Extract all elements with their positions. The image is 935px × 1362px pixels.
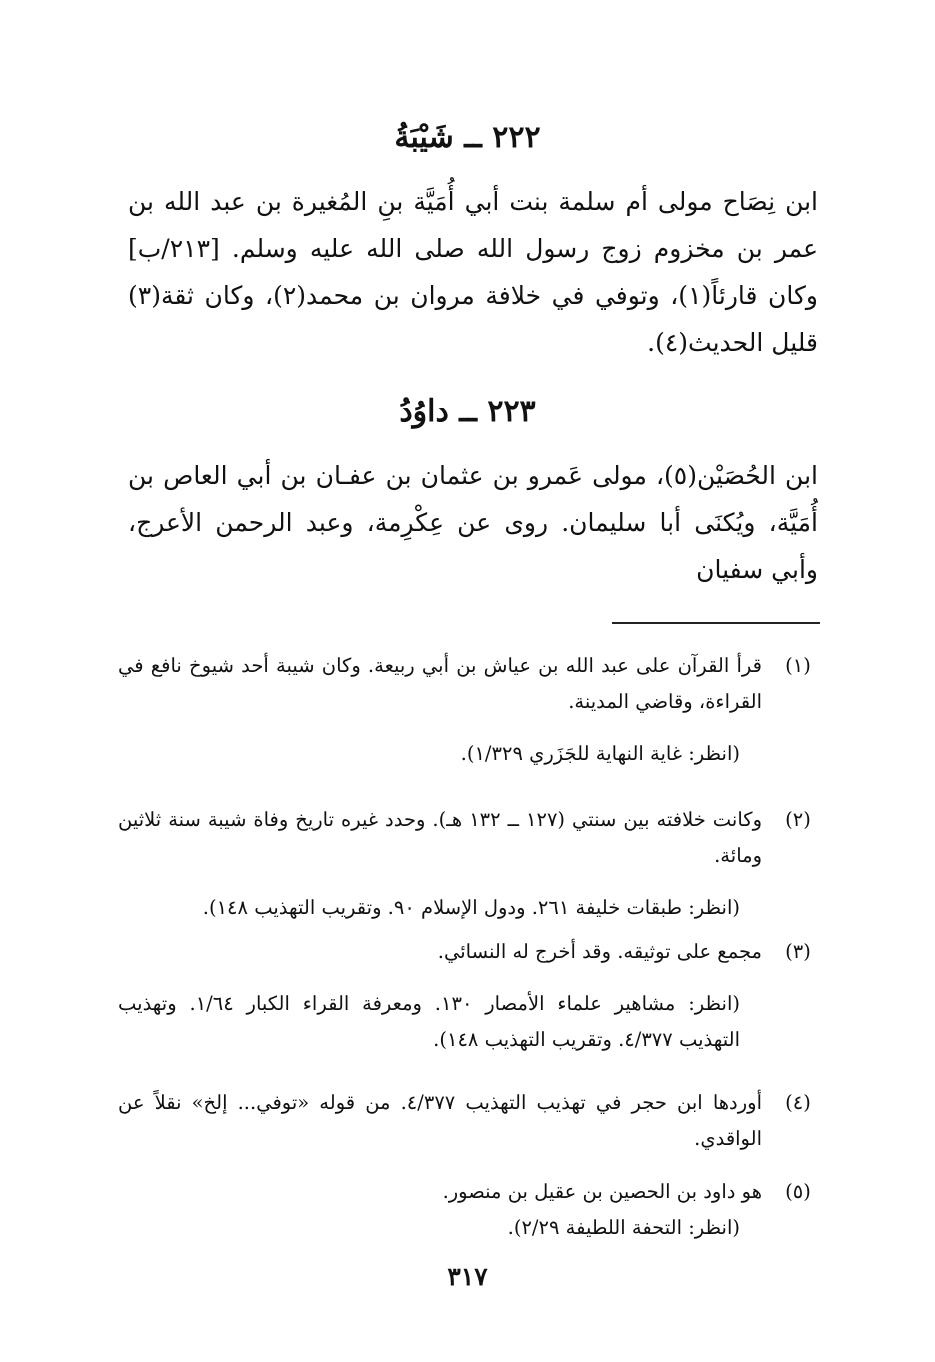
entry-223-title: ٢٢٣ ــ داوُدُ	[399, 394, 536, 429]
footnote-2	[118, 802, 820, 926]
footnote-reference: (انظر: مشاهير علماء الأمصار ١٣٠. ومعرفة القراء الكبار ١/٦٤. وتهذيب التهذيب ٤/٣٧٧. وتقريب التهذيب ١٤٨).	[118, 992, 740, 1051]
entry-222-body: ابن نِصَاح مولى أم سلمة بنت أبي أُمَيَّة بنِ المُغيرة بن عبد الله بن عمر بن مخزوم زوج رسول الله صلى الله عليه وسلم. [٢١٣/ب] وكان قارئاً(١)، وتوفي في خلافة مروان بن محمد(٢)، وكان ثقة(٣) قليل الحديث(٤).	[128, 187, 819, 357]
footnote-text: وكانت خلافته بين سنتي (١٢٧ ــ ١٣٢ هـ). وحدد غيره تاريخ وفاة شيبة سنة ثلاثين ومائة.	[118, 808, 763, 867]
footnote-4	[118, 1085, 820, 1157]
entry-222-title: ٢٢٢ ــ شَيْبَةُ	[394, 120, 541, 155]
footnote-reference: (انظر: طبقات خليفة ٢٦١. ودول الإسلام ٩٠. وتقريب التهذيب ١٤٨).	[202, 896, 740, 919]
footnote-number: (٤)	[785, 1091, 811, 1114]
footnote-number: (٣)	[785, 940, 811, 963]
footnote-reference: (انظر: التحفة اللطيفة ٢/٢٩).	[507, 1216, 740, 1239]
page-number: ٣١٧	[447, 1262, 488, 1291]
footnote-divider	[612, 622, 820, 624]
footnote-5	[118, 1174, 820, 1246]
footnote-text: هو داود بن الحصين بن عقيل بن منصور.	[442, 1180, 762, 1203]
footnote-text: قرأ القرآن على عبد الله بن عياش بن أبي ربيعة. وكان شيبة أحد شيوخ نافع في القراءة، وقاضي المدينة.	[118, 654, 762, 713]
footnote-number: (١)	[785, 654, 811, 677]
footnote-3	[118, 934, 820, 1058]
footnote-reference: (انظر: غاية النهاية للجَزَري ١/٣٢٩).	[460, 742, 740, 765]
footnote-number: (٥)	[785, 1180, 811, 1203]
footnote-number: (٢)	[785, 808, 811, 831]
footnote-text: مجمع على توثيقه. وقد أخرج له النسائي.	[437, 940, 762, 963]
footnote-text: أوردها ابن حجر في تهذيب التهذيب ٤/٣٧٧. من قوله «توفي... إلخ» نقلاً عن الواقدي.	[118, 1091, 762, 1150]
footnote-1	[118, 648, 820, 772]
entry-223-body: ابن الحُصَيْن(٥)، مولى عَمرو بن عثمان بن عفـان بن أبي العاص بن أُمَيَّة، ويُكنَى أبا سليمان. روى عن عِكْرِمة، وعبد الرحمن الأعرج، وأبي سفيان	[128, 461, 818, 584]
